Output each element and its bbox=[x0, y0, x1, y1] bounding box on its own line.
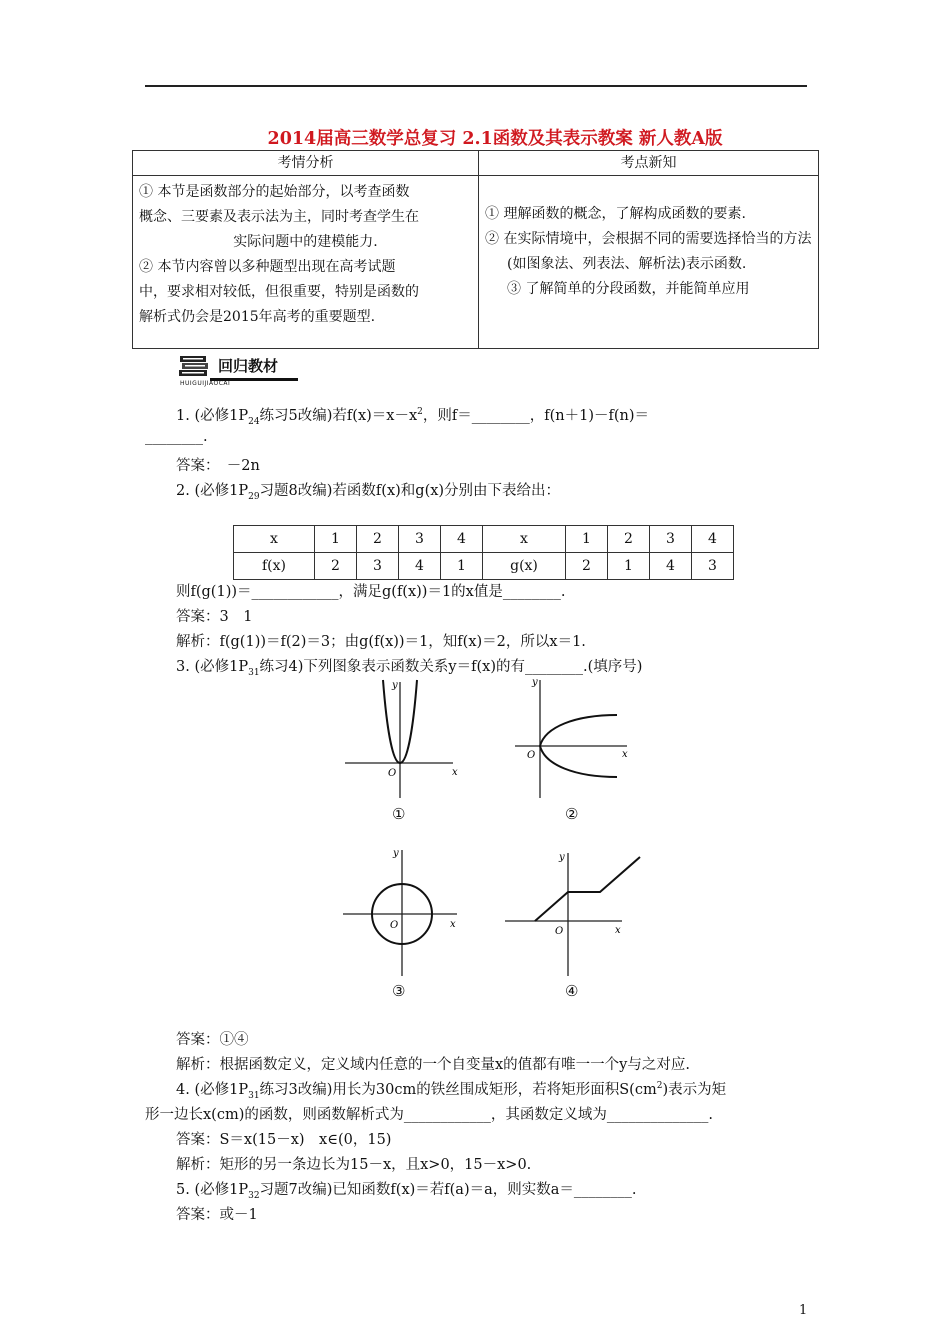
right-item: ② 在实际情境中，会根据不同的需要选择恰当的方法(如图象法、列表法、解析法)表示函数. bbox=[485, 231, 812, 272]
right-item: ① 理解函数的概念，了解构成函数的要素. bbox=[485, 206, 746, 222]
graph-4-piecewise bbox=[500, 845, 645, 980]
q4-answer: 答案：S＝x(15－x) x∈(0，15) bbox=[176, 1132, 392, 1148]
q2-after: 则f(g(1))＝____________，满足g(f(x))＝1的x值是________. bbox=[176, 584, 566, 600]
x-axis-label: x bbox=[615, 925, 621, 936]
y-axis-label: y bbox=[559, 852, 565, 863]
exam-analysis-cell bbox=[133, 176, 479, 349]
section-heading bbox=[178, 350, 303, 386]
graph-2-caption: ② bbox=[565, 805, 579, 823]
right-header: 考点新知 bbox=[479, 151, 819, 176]
q2-analysis: 解析：f(g(1))＝f(2)＝3；由g(f(x))＝1，知f(x)＝2，所以x＝1. bbox=[176, 634, 586, 650]
q4-line1: 4. (必修$1P_{31}$练习3改编)用长为30cm的铁丝围成矩形，若将矩形面积$S(cm^2)$表示为矩 bbox=[176, 1081, 727, 1101]
left-line: 概念、三要素及表示法为主，同时考查学生在 bbox=[139, 209, 419, 225]
page-number: 1 bbox=[799, 1303, 808, 1318]
graph-1-parabola bbox=[335, 672, 465, 802]
origin-label: O bbox=[388, 768, 397, 779]
x-axis-label: x bbox=[450, 919, 456, 930]
table-row: f(x) 2 3 4 1 g(x) 2 1 4 3 bbox=[234, 553, 734, 580]
q1-line2: ________. bbox=[145, 429, 208, 445]
x-axis-label: x bbox=[452, 767, 458, 778]
y-axis-label: y bbox=[532, 677, 538, 688]
y-axis-label: y bbox=[392, 680, 398, 691]
left-header: 考情分析 bbox=[133, 151, 479, 176]
origin-label: O bbox=[390, 920, 399, 931]
q5-answer: 答案：或－1 bbox=[176, 1207, 258, 1223]
page-title: 2014届高三数学总复习 2.1函数及其表示教案 新人教A版 bbox=[267, 129, 723, 149]
header-rule bbox=[145, 85, 807, 87]
left-line: ① 本节是函数部分的起始部分，以考查函数 bbox=[139, 184, 410, 200]
section-sub: HUIGUIJIAOCAI bbox=[180, 380, 231, 387]
graph-4-caption: ④ bbox=[565, 982, 579, 1000]
origin-label: O bbox=[527, 750, 536, 761]
q1-line1: 1. (必修$1P_{24}$练习5改编)若$f(x)=x-x^2$，则f＝________，f(n＋1)－f(n)＝ bbox=[176, 407, 650, 427]
intro-table bbox=[132, 150, 819, 349]
y-axis-label: y bbox=[393, 848, 399, 859]
q1-answer: 答案： －2n bbox=[176, 458, 260, 474]
graph-3-circle bbox=[335, 845, 465, 980]
graph-2-sideways-parabola bbox=[505, 672, 635, 802]
q3-line1: 3. (必修$1P_{31}$练习4)下列图象表示函数关系y＝f(x)的有________.(填序号) bbox=[176, 659, 643, 678]
x-axis-label: x bbox=[622, 749, 628, 760]
graph-3-caption: ③ bbox=[392, 982, 406, 1000]
books-icon bbox=[178, 352, 210, 382]
section-label: 回归教材 bbox=[218, 357, 279, 375]
key-points-cell bbox=[479, 176, 819, 349]
table-row: x 1 2 3 4 x 1 2 3 4 bbox=[234, 526, 734, 553]
fg-table bbox=[233, 525, 734, 580]
q3-answer: 答案：①④ bbox=[176, 1032, 249, 1048]
q4-line2: 形一边长x(cm)的函数，则函数解析式为____________，其函数定义域为______________. bbox=[145, 1107, 713, 1123]
q2-answer: 答案：3 1 bbox=[176, 609, 253, 625]
q4-analysis: 解析：矩形的另一条边长为15－x，且x>0，15－x>0. bbox=[176, 1157, 532, 1173]
q2-line1: 2. (必修$1P_{29}$习题8改编)若函数f(x)和g(x)分别由下表给出： bbox=[176, 483, 561, 502]
right-item: ③ 了解简单的分段函数，并能简单应用 bbox=[507, 281, 750, 297]
graph-1-caption: ① bbox=[392, 805, 406, 823]
q5-line1: 5. (必修$1P_{32}$习题7改编)已知函数f(x)＝若f(a)＝a，则实数a＝________. bbox=[176, 1182, 637, 1201]
q3-analysis: 解析：根据函数定义，定义域内任意的一个自变量x的值都有唯一一个y与之对应. bbox=[176, 1057, 690, 1073]
left-line: 中，要求相对较低，但很重要，特别是函数的 bbox=[139, 284, 419, 300]
left-line: 实际问题中的建模能力. bbox=[233, 234, 378, 250]
left-line: 解析式仍会是2015年高考的重要题型. bbox=[139, 309, 376, 325]
left-line: ② 本节内容曾以多种题型出现在高考试题 bbox=[139, 259, 396, 275]
origin-label: O bbox=[555, 926, 564, 937]
